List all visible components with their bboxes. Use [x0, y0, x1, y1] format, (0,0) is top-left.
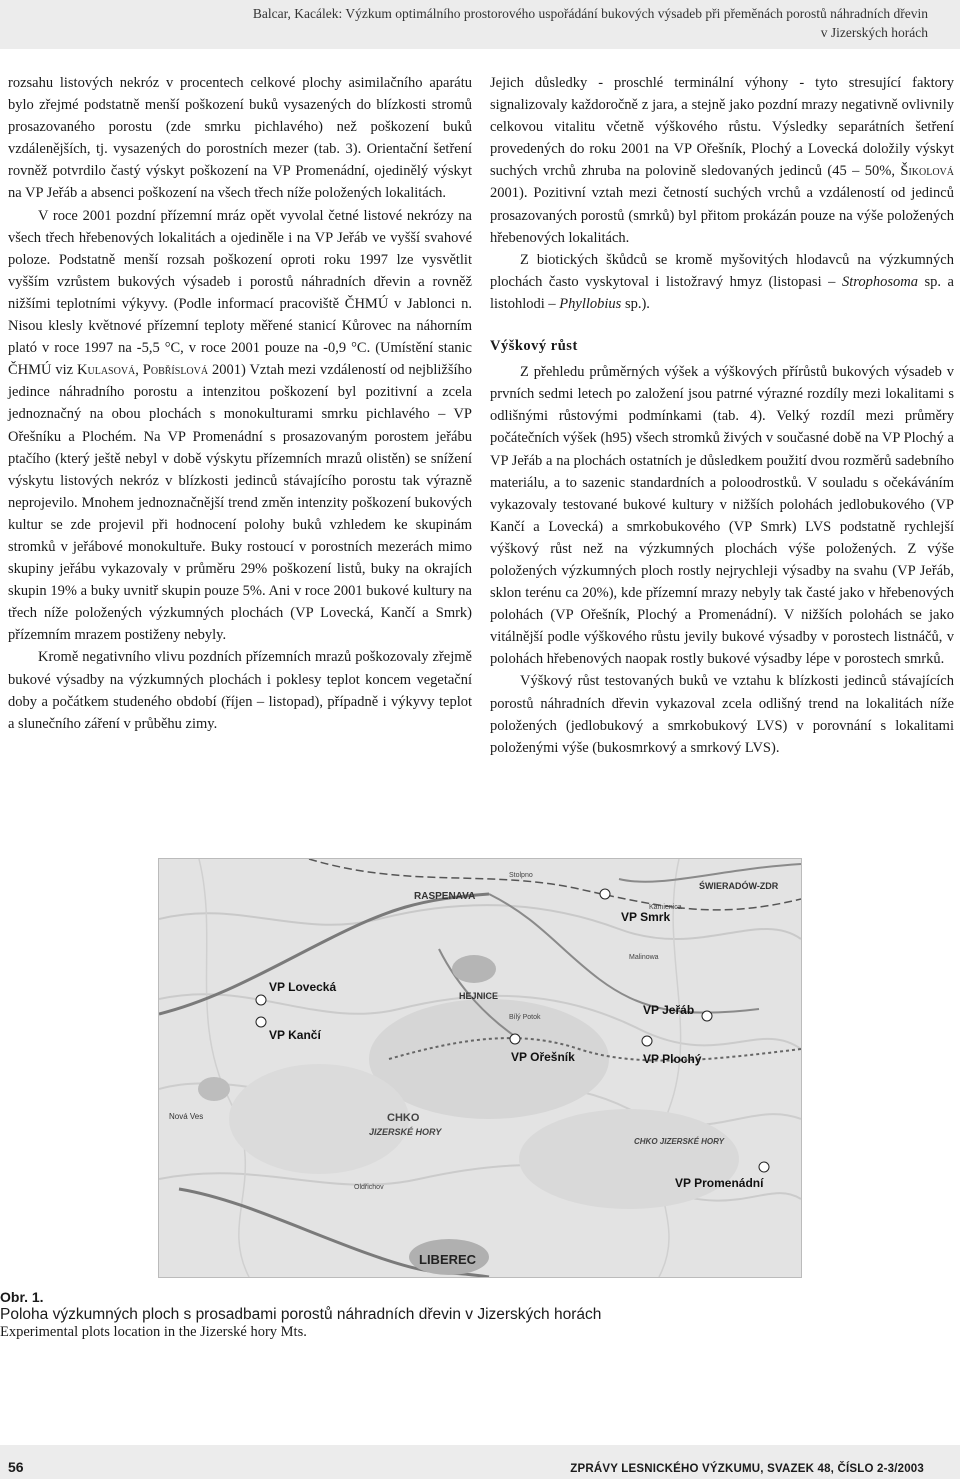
left-paragraph-2-text: V roce 2001 pozdní přízemní mráz opět vyvolal četné listové nekrózy na všech třech hřebenových lokalitách a ojediněle i na VP Jeřáb ve vyšší svahové poloze. Podstatně menší rozsah poškození oproti roku 1997 lze vysvětlit vyšším vzrůstem bukových výsadeb i porostů náhradních dřevin a rovněž nižšími teplotními výkyvy. (Podle informací pracoviště ČHMÚ v Jablonci n. Nisou klesly květnové přízemní teploty měřené stanicí Kůrovec na náhorním plató v roce 1997 na -5,5 °C, v roce 2001 pouze na -0,9 °C. (Umístění stanic ČHMÚ viz — [8, 207, 472, 379]
label-vp-smrk: VP Smrk — [621, 910, 671, 924]
right-paragraph-1-text: Jejich důsledky - proschlé terminální výhony - tyto stresující faktory signalizovaly každoročně z jara, a stejně jako pozdní mrazy negativně ovlivnily celkovou vitalitu včetně výškového růstu. Výsledky separátních šetření provedených do roku 2001 na VP Ořešník, Plochý a Lovecká doložily výskyt suchých vrchů zhruba na polovině sledovaných jedinců (45 – 50%, — [490, 75, 954, 180]
right-paragraph-2 — [490, 249, 954, 315]
left-paragraph-1: rozsahu listových nekróz v procentech celkové plochy asimilačního aparátu bylo zřejmé podstatně menší poškození buků vysazených do blízkosti stromů prosazovaného porostu (zde smrku pichlavého) než poškození buků vzdálenějších, tj. vysazených do porostních mezer (tab. 3). Orientační šetření rovněž potvrdilo častý výskyt poškození na VP Promenádní, ojedinělý výskyt na VP Jeřáb a absenci poškození na všech třech níže položených lokalitách. — [8, 75, 472, 202]
place-swieradow: ŚWIERADÓW-ZDR — [699, 881, 779, 891]
right-paragraph-1-rest: 2001). Pozitivní vztah mezi četností suchých vrchů a vzdáleností od jedinců prosazovaných porostů (smrků) byl přitom prokázán pouze na výše položených hřebenových lokalitách. — [490, 185, 954, 246]
place-bily-potok: Bílý Potok — [509, 1014, 541, 1021]
journal-name: ZPRÁVY LESNICKÉHO VÝZKUMU, SVAZEK 48, ČÍSLO 2-3/2003 — [570, 1463, 924, 1475]
place-jizerske-hory: JIZERSKÉ HORY — [369, 1127, 442, 1137]
right-column — [490, 72, 954, 759]
map-graphic — [159, 859, 801, 1277]
header-line-2: v Jizerských horách — [820, 25, 928, 40]
taxon-strophosoma: Strophosoma — [841, 273, 918, 290]
citation-sikolova: Šikolová — [900, 163, 954, 180]
figure-caption — [0, 1278, 920, 1341]
figure-caption-cz: Poloha výzkumných ploch s prosadbami porostů náhradních dřevin v Jizerských horách — [0, 1306, 602, 1323]
location-map — [158, 858, 802, 1278]
place-kamienica: Kamienica — [649, 904, 682, 911]
right-paragraph-2-b: sp. a listohlodi – — [490, 273, 954, 312]
place-chko: CHKO — [387, 1112, 420, 1124]
left-paragraph-3: Kromě negativního vlivu pozdních přízemních mrazů poškozovaly zřejmě bukové výsadby na výzkumných plochách i poklesy teplot koncem vegetační doby a počátkem studeného období (říjen – listopad), případně i výkyvy teplot a slunečního záření v průběhu zimy. — [8, 649, 472, 732]
place-stolpno: Stolpno — [509, 872, 533, 879]
taxon-phyllobius: Phyllobius — [559, 295, 622, 312]
citation-kulasova: Kulasová, Pobříslová — [77, 362, 209, 379]
figure-title: Obr. 1. — [0, 1289, 44, 1305]
section-heading: Výškový růst — [490, 338, 578, 355]
label-vp-jerab: VP Jeřáb — [643, 1003, 695, 1017]
header-line-1: Balcar, Kacálek: Výzkum optimálního prostorového uspořádání bukových výsadeb při přeměnách porostů náhradních dřevin — [252, 6, 928, 21]
place-nova-ves: Nová Ves — [169, 1112, 204, 1121]
right-paragraph-3: Z přehledu průměrných výšek a výškových přírůstů bukových výsadeb v prvních sedmi letech po založení jsou patrné výrazné rozdíly mezi lokalitami s odlišnými růstovými podmínkami (tab. 4). Velký rozdíl mezi průměry počátečních výšek (h95) všech stromků živých v současné době na VP Plochý a VP Jeřáb a na plochách ostatních je důsledkem použití dvou rozměrů sadebního materiálu, a to sazenic standardních a poloodrostků. V souladu s očekáváním vykazovaly testované bukové kultury v nižších polohách jedlobukového (VP Kančí a Lovecká) a smrkobukového (VP Smrk) LVS podstatně rychlejší výškový růst než na výzkumných plochách výše položených. Z výše položených výzkumných ploch rostly nejrychleji výsadby na svahu (VP Jeřáb, sklon terénu ca 20%), kde přízemní mrazy nebyly tak časté jako v hřebenových polohách (VP Ořešník, Plochý a Promenádní). V nižších polohách se jako vitálnější podle výškového růstu jevily bukové výsadby v porostech listnáčů, v polohách hřebenových naopak rostly bukové výsadby lépe v porostech smrků. — [490, 364, 954, 668]
label-vp-lovecka: VP Lovecká — [269, 980, 337, 994]
right-paragraph-2-c: sp.). — [624, 295, 650, 312]
place-hejnice: HEJNICE — [459, 991, 499, 1001]
left-paragraph-2 — [8, 205, 472, 647]
right-paragraph-4: Výškový růst testovaných buků ve vztahu k blízkosti jedinců stávajících porostů náhradních dřevin vykazoval zcela odlišný trend na lokalitách níže položených (jedlobukový a smrkobukový LVS) v porovnání s lokalitami položenými výše (bukosmrkový a smrkový LVS). — [490, 673, 954, 756]
place-oldrichov: Oldřichov — [354, 1184, 384, 1191]
running-header — [0, 0, 960, 49]
label-vp-promenadni: VP Promenádní — [675, 1176, 764, 1190]
right-paragraph-1 — [490, 72, 954, 249]
label-vp-oresnik: VP Ořešník — [511, 1050, 575, 1064]
page-number: 56 — [8, 1459, 24, 1475]
label-vp-kanci: VP Kančí — [269, 1028, 321, 1042]
place-raspenava: RASPENAVA — [414, 891, 476, 902]
label-vp-ploch: VP Plochý — [643, 1052, 702, 1066]
left-column — [8, 72, 472, 735]
place-malinowa: Malinowa — [629, 954, 659, 961]
place-chko-jizerske-hory: CHKO JIZERSKÉ HORY — [634, 1137, 725, 1146]
right-paragraph-2-a: Z biotických škůdců se kromě myšovitých hlodavců na výzkumných plochách často vyskytoval i listožravý hmyz (listopasi – — [490, 251, 954, 290]
left-paragraph-2-rest: 2001) Vztah mezi vzdáleností od nejbližšího jedince náhradního porostu a intenzitou poškození byl pozitivní a zcela jednoznačný na obou plochách s monokulturami smrku pichlavého – VP Ořešníku a Plochém. Na VP Promenádní s prosazovaným porostem jeřábu ptačího (který ještě nebyl v době výskytu přízemních mrazů olistěn) se snížení výskytu listových nekróz v blízkosti jedinců stávajícího porostu tak výrazně neprojevilo. Mnohem jednoznačnější trend změn intenzity poškození bukových kultur se zde projevil při hodnocení polohy buků vzhledem ke skupinám stromků v jeřábové monokultuře. Buky rostoucí v porostních mezerách mimo skupiny jeřábu vykazovaly v průměru 29% poškození listů, buky na okrajích skupin 19% a buky uvnitř skupin pouze 5%. Ani v roce 2001 bukové kultury na třech níže položených výzkumných plochách (VP Lovecká, Kančí a Smrk) přízemním mrazem postiženy nebyly. — [8, 362, 473, 644]
figure-caption-en: Experimental plots location in the Jizerské hory Mts. — [0, 1324, 307, 1340]
running-footer — [0, 1445, 960, 1479]
place-liberec: LIBEREC — [419, 1252, 477, 1267]
